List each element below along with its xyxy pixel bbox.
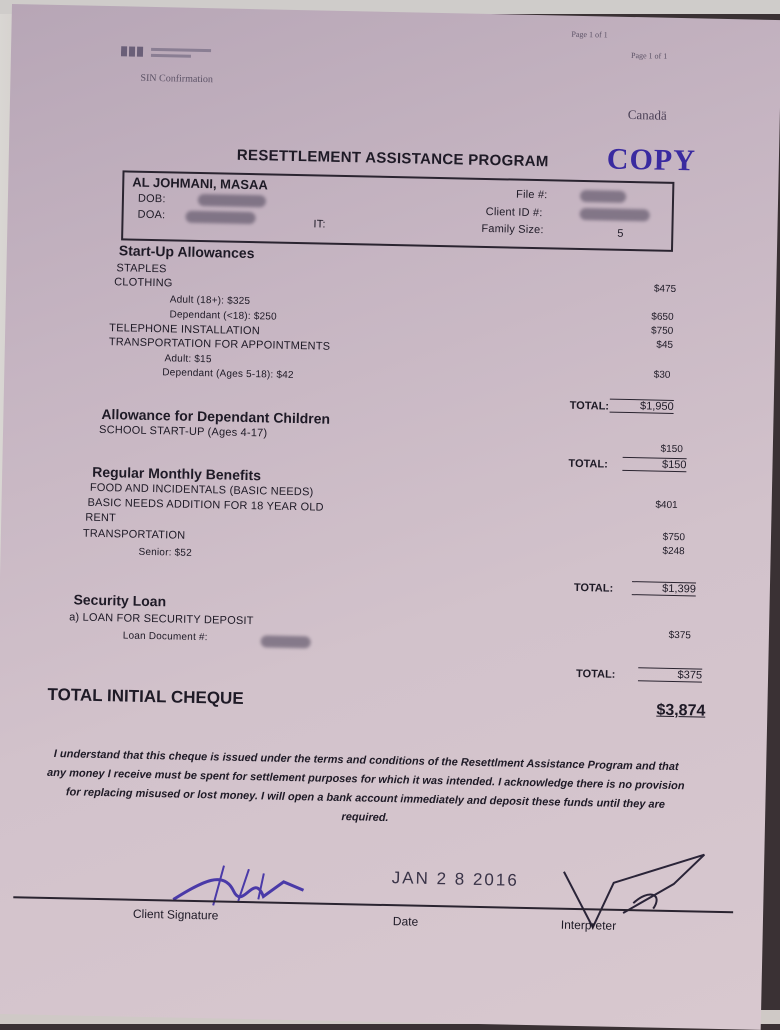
grand-total-label: TOTAL INITIAL CHEQUE bbox=[47, 684, 244, 709]
monthly-heading: Regular Monthly Benefits bbox=[92, 463, 262, 484]
dependant-item-school: SCHOOL START-UP (Ages 4-17) bbox=[98, 423, 268, 440]
amount-school: $150 bbox=[660, 443, 683, 456]
canada-wordmark: Canadä bbox=[627, 106, 667, 123]
security-item-loan: a) LOAN FOR SECURITY DEPOSIT bbox=[69, 611, 254, 628]
startup-total-label: TOTAL: bbox=[569, 399, 610, 413]
startup-item-staples: STAPLES bbox=[116, 262, 167, 276]
amount-dependant: $750 bbox=[650, 325, 674, 337]
monthly-item-rent: RENT bbox=[85, 511, 117, 525]
client-signature bbox=[163, 859, 314, 912]
dependant-total: $150 bbox=[622, 457, 686, 472]
redacted-loan-document bbox=[261, 635, 311, 648]
dob-label: DOB: bbox=[137, 192, 166, 206]
amount-food: $401 bbox=[655, 499, 678, 512]
startup-item-telephone: TELEPHONE INSTALLATION bbox=[109, 322, 261, 338]
client-name: AL JOHMANI, MASAA bbox=[132, 174, 268, 193]
document-page bbox=[0, 4, 780, 1030]
monthly-item-basic-addition: BASIC NEEDS ADDITION FOR 18 YEAR OLD bbox=[87, 496, 324, 514]
form-name: SIN Confirmation bbox=[140, 72, 214, 86]
amount-monthly-transport: $248 bbox=[662, 545, 685, 558]
government-logo bbox=[121, 42, 231, 64]
family-size-label: Family Size: bbox=[481, 222, 544, 237]
monthly-senior: Senior: $52 bbox=[138, 546, 193, 559]
startup-dependant-transport: Dependant (Ages 5-18): $42 bbox=[162, 367, 294, 381]
page-label: Page 1 of 1 bbox=[571, 29, 608, 40]
amount-transport: $30 bbox=[653, 369, 671, 381]
family-size-value: 5 bbox=[617, 227, 624, 240]
amount-rent: $750 bbox=[662, 531, 686, 544]
monthly-total: $1,399 bbox=[632, 581, 696, 596]
client-id-label: Client ID #: bbox=[485, 205, 543, 220]
monthly-total-label: TOTAL: bbox=[573, 581, 614, 595]
amount-clothing: $650 bbox=[651, 311, 674, 323]
monthly-item-transportation: TRANSPORTATION bbox=[82, 527, 186, 542]
security-loan-document: Loan Document #: bbox=[122, 630, 208, 644]
it-label: IT: bbox=[313, 218, 326, 231]
amount-telephone: $45 bbox=[656, 339, 674, 351]
startup-adult-transport: Adult: $15 bbox=[164, 353, 212, 366]
dependant-children-heading: Allowance for Dependant Children bbox=[101, 405, 331, 427]
startup-heading: Start-Up Allowances bbox=[118, 242, 255, 262]
amount-loan: $375 bbox=[668, 629, 692, 642]
redacted-file-number bbox=[580, 190, 626, 203]
startup-adult-clothing: Adult (18+): $325 bbox=[169, 294, 251, 308]
security-total: $375 bbox=[638, 667, 702, 682]
redacted-doa bbox=[185, 211, 255, 224]
date-label: Date bbox=[392, 914, 419, 929]
date-stamp: JAN 2 8 2016 bbox=[391, 868, 519, 890]
security-heading: Security Loan bbox=[73, 591, 167, 610]
redacted-dob bbox=[198, 194, 266, 207]
grand-total-value: $3,874 bbox=[656, 701, 706, 720]
dependant-total-label: TOTAL: bbox=[568, 457, 608, 471]
startup-dependant-clothing: Dependant (<18): $250 bbox=[169, 309, 277, 323]
file-label: File #: bbox=[515, 188, 548, 202]
startup-item-transportation: TRANSPORTATION FOR APPOINTMENTS bbox=[108, 336, 331, 353]
page-label-secondary: Page 1 of 1 bbox=[630, 50, 668, 61]
amount-staples: $475 bbox=[653, 283, 677, 295]
client-info-box bbox=[121, 170, 674, 252]
security-total-label: TOTAL: bbox=[575, 667, 616, 681]
client-signature-label: Client Signature bbox=[132, 906, 219, 923]
interpreter-label: Interpreter bbox=[560, 917, 617, 933]
startup-total: $1,950 bbox=[610, 399, 674, 414]
monthly-item-food: FOOD AND INCIDENTALS (BASIC NEEDS) bbox=[89, 481, 314, 499]
copy-stamp: COPY bbox=[606, 142, 697, 178]
startup-item-clothing: CLOTHING bbox=[114, 276, 173, 290]
declaration-text: I understand that this cheque is issued under the terms and conditions of the Resettlment Assistance Program and that any money I receive must be spent for settlement purposes for which it was intended. I acknowledge there is no provision for replacing misused or lost money. I will open a bank account immediately and deposit these funds until they are required. bbox=[46, 748, 685, 825]
doa-label: DOA: bbox=[137, 208, 166, 222]
page-title: RESETTLEMENT ASSISTANCE PROGRAM bbox=[236, 146, 549, 171]
redacted-client-id bbox=[580, 208, 650, 221]
